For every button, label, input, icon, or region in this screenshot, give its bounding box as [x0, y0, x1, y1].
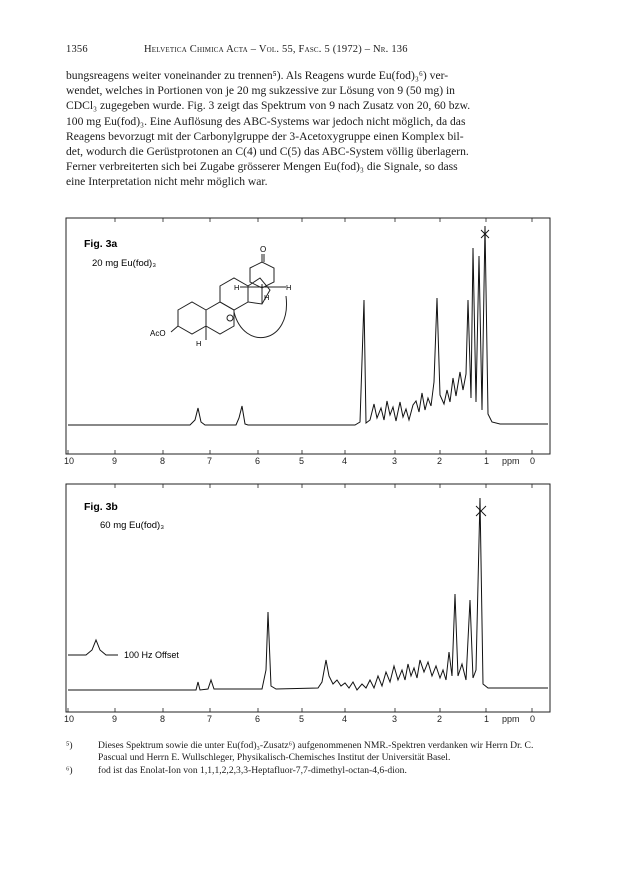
page-number: 1356 [66, 44, 88, 55]
x-tick-label: 4 [342, 456, 348, 466]
x-tick-label: 10 [64, 714, 75, 724]
structure-h-label-1: H [234, 283, 240, 292]
footnote [66, 765, 558, 777]
figure-3a [64, 218, 550, 466]
x-tick-label: 9 [112, 456, 118, 466]
x-tick-label: 6 [255, 714, 261, 724]
body-line: eine Interpretation nicht mehr möglich war. [66, 175, 268, 189]
body-line: wendet, welches in Portionen von je 20 mg sukzessive zur Lösung von 9 (50 mg) in [66, 84, 455, 98]
figure-3b-caption: 60 mg Eu(fod)₃ [100, 520, 165, 531]
figure-3b-x-axis [64, 708, 535, 724]
x-tick-label: 4 [342, 714, 348, 724]
x-tick-label: 2 [437, 714, 443, 724]
x-tick-label: 5 [299, 714, 305, 724]
footnote-text: fod ist das Enolat-Ion von 1,1,1,2,2,3,3-Heptafluor-7,7-dimethyl-octan-4,6-dion. [98, 765, 407, 777]
body-line: det, wodurch die Gerüstprotonen an C(4) und C(5) das ABC-System völlig überlagern. [66, 145, 469, 159]
x-tick-label: 8 [160, 456, 166, 466]
x-tick-label: 1 [484, 456, 490, 466]
x-tick-label: 10 [64, 456, 75, 466]
x-tick-label: 0 [530, 714, 536, 724]
structure-o-label: O [260, 245, 267, 254]
x-tick-label: 7 [207, 714, 213, 724]
footnote [66, 740, 558, 764]
figure-3b-truncation-mark [476, 506, 486, 516]
x-tick-label: 2 [437, 456, 443, 466]
footnotes [66, 740, 558, 779]
x-tick-label: 5 [299, 456, 305, 466]
figure-3a-label: Fig. 3a [84, 238, 118, 250]
figure-3a-spectrum-trace [68, 226, 548, 425]
body-line: Reagens bevorzugt mit der Carbonylgruppe der 3-Acetoxygruppe einen Komplex bil- [66, 129, 464, 143]
offset-label: 100 Hz Offset [124, 650, 179, 660]
structure-h-label-2: H [264, 293, 270, 302]
x-tick-label: 1 [484, 714, 490, 724]
journal-running-head: Helvetica Chimica Acta – Vol. 55, Fasc. 5 (1972) – Nr. 136 [144, 44, 408, 55]
figure-3a-top-ticks [115, 218, 532, 222]
structure-h-label-3: H [286, 283, 292, 292]
structure-h-label-4: H [196, 339, 202, 348]
x-tick-label: 8 [160, 714, 166, 724]
offset-inset-trace [68, 640, 118, 655]
figure-3b [64, 484, 550, 724]
x-tick-label: 6 [255, 456, 261, 466]
footnote-mark: ⁶) [66, 765, 73, 777]
x-tick-label: 9 [112, 714, 118, 724]
body-line: Ferner verbreiterten sich bei Zugabe grösserer Mengen Eu(fod)₃ die Signale, so dass [66, 160, 458, 174]
figure-3a-caption: 20 mg Eu(fod)₃ [92, 258, 157, 269]
body-line: bungsreagens weiter voneinander zu trennen⁵). Als Reagens wurde Eu(fod)₃⁶) ver- [66, 69, 449, 82]
figure-3b-label: Fig. 3b [84, 501, 118, 513]
x-axis-unit-label: ppm [502, 714, 520, 724]
x-axis-unit-label: ppm [502, 456, 520, 466]
figure-3b-top-ticks [115, 484, 532, 488]
body-line: CDCl₃ zugegeben wurde. Fig. 3 zeigt das Spektrum von 9 nach Zusatz von 20, 60 bzw. [66, 99, 471, 113]
x-tick-label: 3 [392, 456, 398, 466]
figure-3a-x-axis [64, 450, 535, 466]
footnote-text: Dieses Spektrum sowie die unter Eu(fod)₃-Zusatz⁶) aufgenommenen NMR.-Spektren verdanken wir Herrn Dr. C. Pascual und Herrn E. Wullschleger, Physikalisch-Chemisches Institut der Universität Basel. [98, 740, 534, 764]
body-line: 100 mg Eu(fod)₃. Eine Auflösung des ABC-Systems war jedoch nicht möglich, da das [66, 114, 466, 128]
x-tick-label: 7 [207, 456, 213, 466]
x-tick-label: 3 [392, 714, 398, 724]
x-tick-label: 0 [530, 456, 536, 466]
footnote-mark: ⁵) [66, 740, 73, 751]
structure-aco-label: AcO [150, 329, 166, 338]
